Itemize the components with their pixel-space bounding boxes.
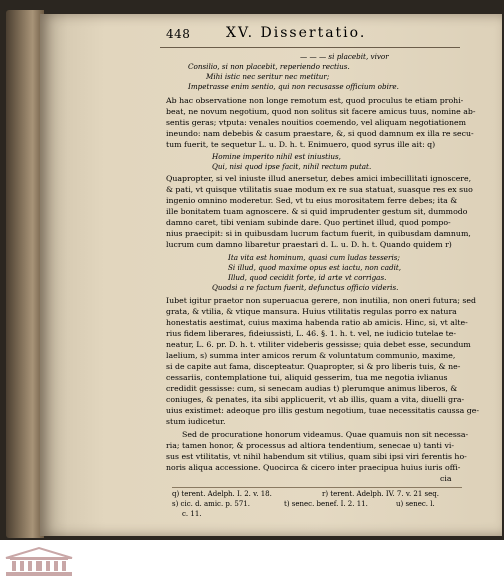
text-line: laelium, s) summa inter amicos rerum & voluntatum communio, maxime,: [166, 351, 456, 360]
text-line: Quapropter, si vel iniuste illud anersetur, debes amici imbecillitati ignoscere,: [166, 174, 472, 183]
building-logo-icon: [4, 546, 74, 578]
text-line: credidit gessisse: cum, si senecam audias t) plerumque animus liberos, &: [166, 384, 458, 393]
text-line: nius praecipit: si in quibusdam lucrum factum fuerit, in quibusdam damnum,: [166, 229, 471, 238]
footnote: r) terent. Adelph. IV. 7. v. 21 seq.: [322, 490, 439, 498]
footnote: q) terent. Adelph. I. 2. v. 18.: [172, 490, 272, 498]
text-line: sentis geras; vtputa: venales nouitios coemendo, vel aliquam negotiationem: [166, 118, 467, 127]
footnote: u) senec. l.: [396, 500, 435, 508]
verse-line: Mihi istic nec seritur nec metitur;: [206, 72, 330, 81]
catchword: cia: [440, 474, 452, 483]
text-line: lucrum cum damno libaretur praestari d. L. u. D. h. t. Quando quidem r): [166, 240, 452, 249]
verse-line: Consilio, si non placebit, reperiendo rectius.: [188, 62, 350, 71]
verse-line: Impetrasse enim sentio, qui non recusasse officium obire.: [188, 82, 399, 91]
text-line: cessariis, contemplatione tui, aliquid gesserim, tua me negotia ivlianus: [166, 373, 448, 382]
text-line: damno caret, tibi veniam subinde dare. Quo pertinet illud, quod pompo-: [166, 218, 451, 227]
footnote: s) cic. d. amic. p. 571.: [172, 500, 250, 508]
text-line: Iubet igitur praetor non superuacua gerere, non inutilia, non oneri futura; sed: [166, 296, 477, 305]
book-page-edges: [6, 10, 44, 538]
text-line: ingenio omnino moderetur. Sed, vt tu eius morositatem ferre debes; ita &: [166, 196, 458, 205]
text-line: sus est vtilitatis, vt nihil habendum sit vtilius, quam sibi ipsi viri ferentis ho-: [166, 452, 467, 461]
text-line: grata, & vtilia, & vtique mansura. Huius vtilitatis regulas porro ex natura: [166, 307, 457, 316]
verse-line: Homine imperito nihil est iniustius,: [212, 152, 341, 161]
text-line: ineundo: nam debebis & casum praestare, &, si quod damnum ex illa re secu-: [166, 129, 474, 138]
footnote: c. 11.: [182, 510, 202, 518]
text-line: rius fidem liberares, fideiussisti, L. 46. §. 1. h. t. vel, ne iudicio tutelae te-: [166, 329, 457, 338]
text-line: si de capite aut fama, discepteatur. Quapropter, si & pro liberis tuis, & ne-: [166, 362, 461, 371]
text-line: tum fuerit, te sequetur L. u. D. h. t. Enimuero, quod syrus ille ait: q): [166, 140, 436, 149]
text-line: stum iudicetur.: [166, 417, 226, 426]
text-line: ria; tamen honor, & processus ad altiora tendentium, senecae u) tanti vi-: [166, 441, 455, 450]
verse-line: — — — si placebit, vivor: [300, 52, 389, 61]
verse-line: Illud, quod cecidit forte, id arte vt corrigas.: [228, 273, 387, 282]
footnote: t) senec. benef. I. 2. 11.: [284, 500, 368, 508]
text-line: Sed de procuratione honorum videamus. Quae quamuis non sit necessa-: [182, 430, 469, 439]
text-line: uius existimet: adeoque pro illis gestum negotium, tuae necessitatis caussa ge-: [166, 406, 480, 415]
running-head: XV. Dissertatio.: [226, 25, 367, 41]
text-line: honestatis aestimat, cuius maxima habenda ratio ab amicis. Hinc, si, vt alte-: [166, 318, 468, 327]
text-line: & pati, vt quisque vtilitatis suae modum ex re sua statuat, suasque res ex suo: [166, 185, 473, 194]
verse-line: Qui, nisi quod ipse facit, nihil rectum putat.: [212, 162, 372, 171]
footnote-rule: [172, 487, 462, 488]
verse-line: Si illud, quod maxime opus est iactu, non cadit,: [228, 263, 402, 272]
text-line: ille bonitatem tuam agnoscere. & si quid imprudenter gestum sit, dummodo: [166, 207, 468, 216]
text-line: noris aliqua accessione. Quocirca & cicero inter praecipua huius iuris offi-: [166, 463, 461, 472]
text-line: neatur, L. 6. pr. D. h. t. vtiliter videberis gessisse; quia debet esse, secundum: [166, 340, 471, 349]
verse-line: Quodsi a re factum fuerit, defunctus officio videris.: [212, 283, 399, 292]
text-line: coniuges, & penates, ita sibi applicuerit, vt ab illis, quam a vita, diuelli gra-: [166, 395, 465, 404]
verse-line: Ita vita est hominum, quasi cum ludas tesseris;: [228, 253, 400, 262]
text-line: beat, ne novum negotium, quod non solitus sit facere amicus tuus, nomine ab-: [166, 107, 476, 116]
text-line: Ab hac observatione non longe remotum est, quod proculus te etiam prohi-: [166, 96, 464, 105]
header-rule: [160, 47, 460, 48]
page-number: 448: [166, 27, 191, 41]
footer-bar: [0, 540, 504, 582]
